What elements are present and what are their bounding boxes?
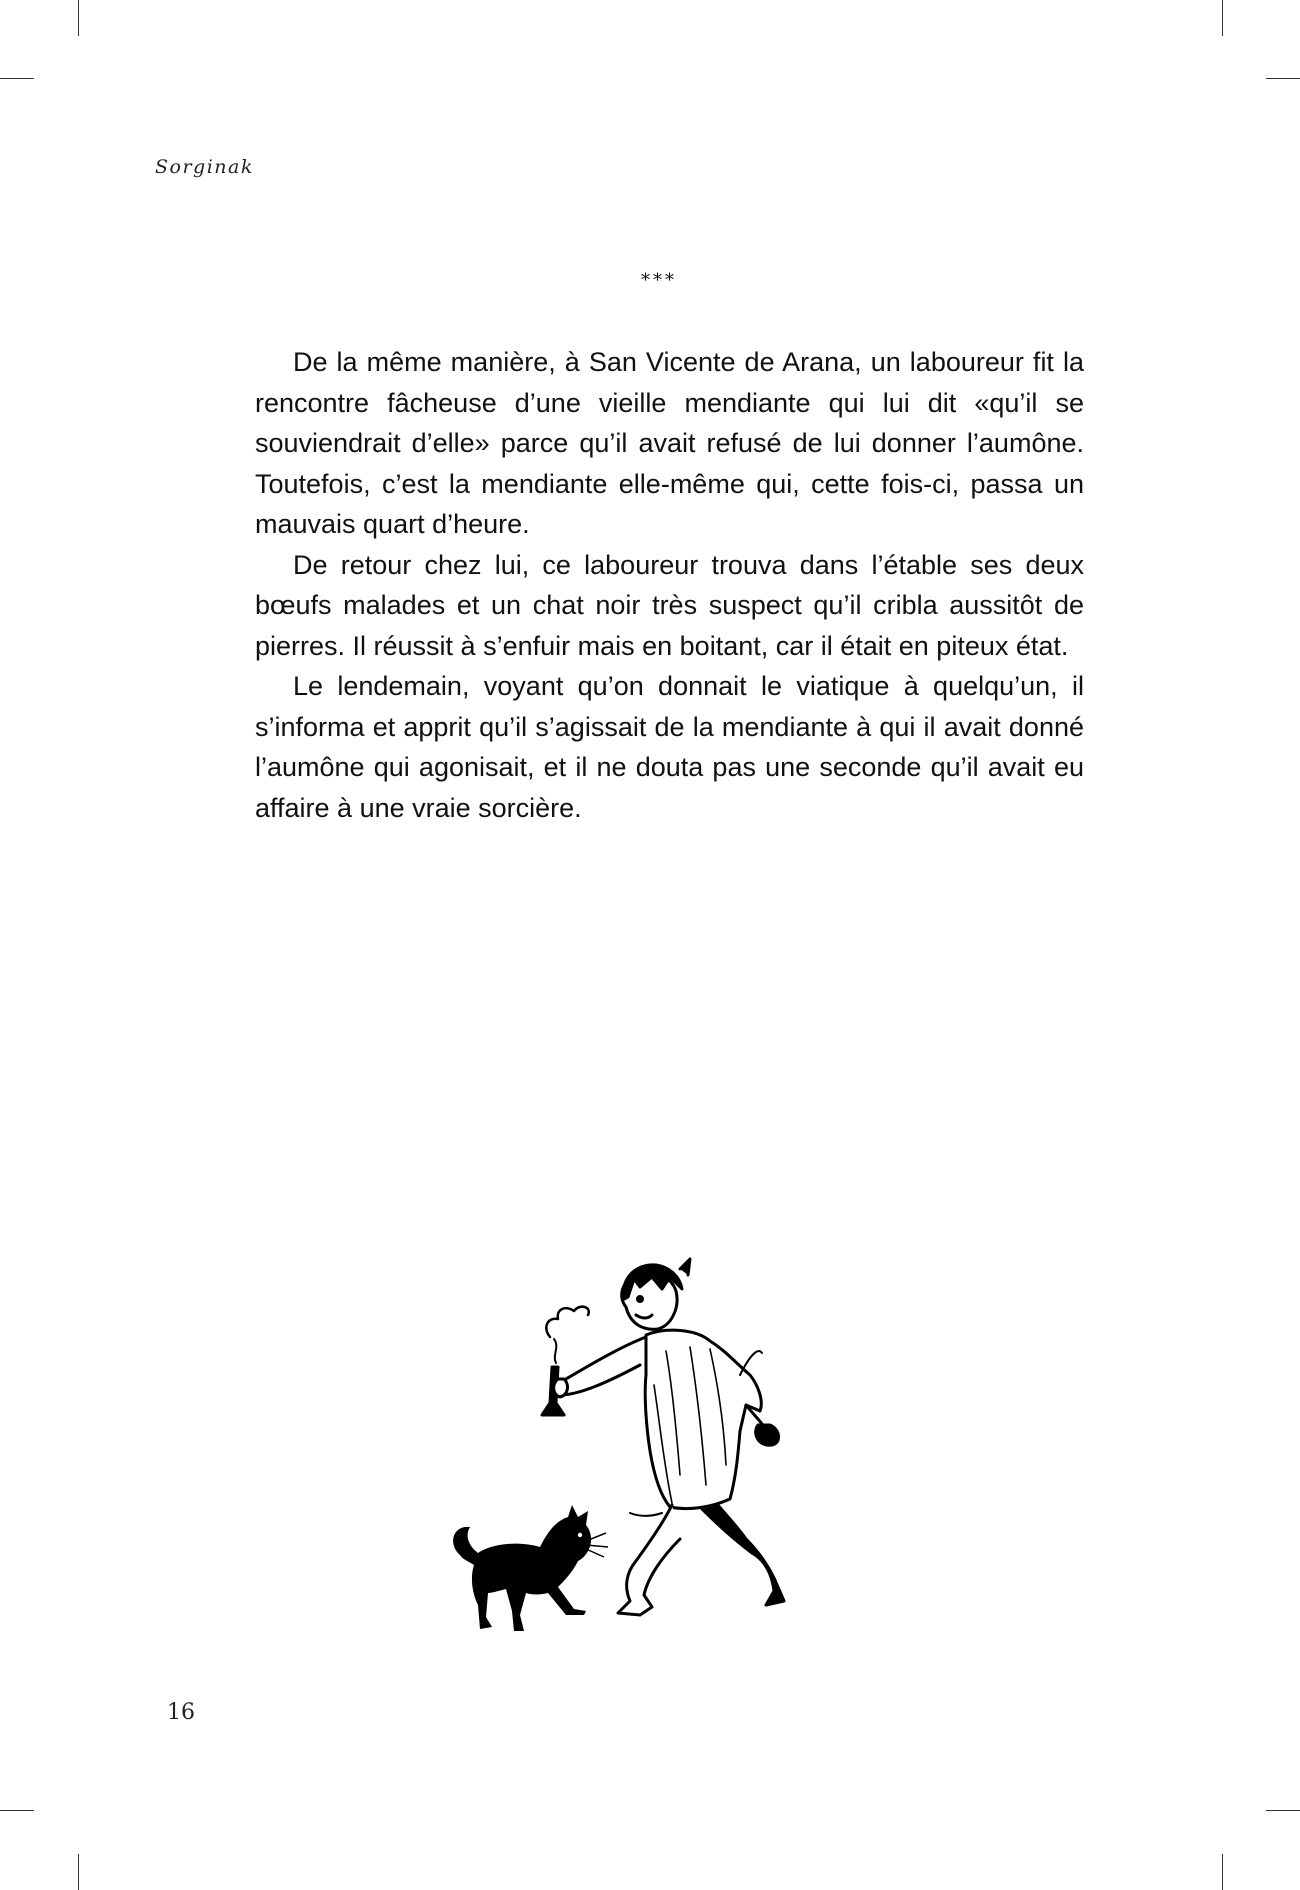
woodcut-illustration [440, 1255, 960, 1645]
crop-mark-left-top [0, 78, 34, 79]
paragraph: Le lendemain, voyant qu’on donnait le viatique à quelqu’un, il s’informa et apprit qu’il s’agissait de la mendiante à qui il avait donné l’aumône qui agonisait, et il ne douta pas une seconde qu’il avait eu affaire à une vraie sorcière. [255, 671, 1084, 823]
crop-mark-bottom-right [1222, 1854, 1223, 1890]
crop-mark-top-left [78, 0, 79, 36]
crop-mark-bottom-left [78, 1854, 79, 1890]
crop-mark-right-bottom [1266, 1810, 1300, 1811]
section-separator: *** [641, 270, 677, 291]
crop-mark-left-bottom [0, 1810, 34, 1811]
body-text [255, 342, 1084, 828]
paragraph: De la même manière, à San Vicente de Arana, un laboureur fit la rencontre fâcheuse d’une vieille mendiante qui lui dit «qu’il se souviendrait d’elle» parce qu’il avait refusé de lui donner l’aumône. Toutefois, c’est la mendiante elle-même qui, cette fois-ci, passa un mauvais quart d’heure. [255, 347, 1084, 539]
paragraph: De retour chez lui, ce laboureur trouva dans l’étable ses deux bœufs malades et un chat noir très suspect qu’il cribla aussitôt de pierres. Il réussit à s’enfuir mais en boitant, car il était en piteux état. [255, 549, 1084, 661]
man-with-lamp-figure [542, 1259, 784, 1615]
crop-mark-right-top [1266, 78, 1300, 79]
black-cat-figure [453, 1505, 608, 1631]
crop-mark-top-right [1222, 0, 1223, 36]
running-head: Sorginak [155, 156, 254, 178]
page-number: 16 [167, 1700, 195, 1725]
